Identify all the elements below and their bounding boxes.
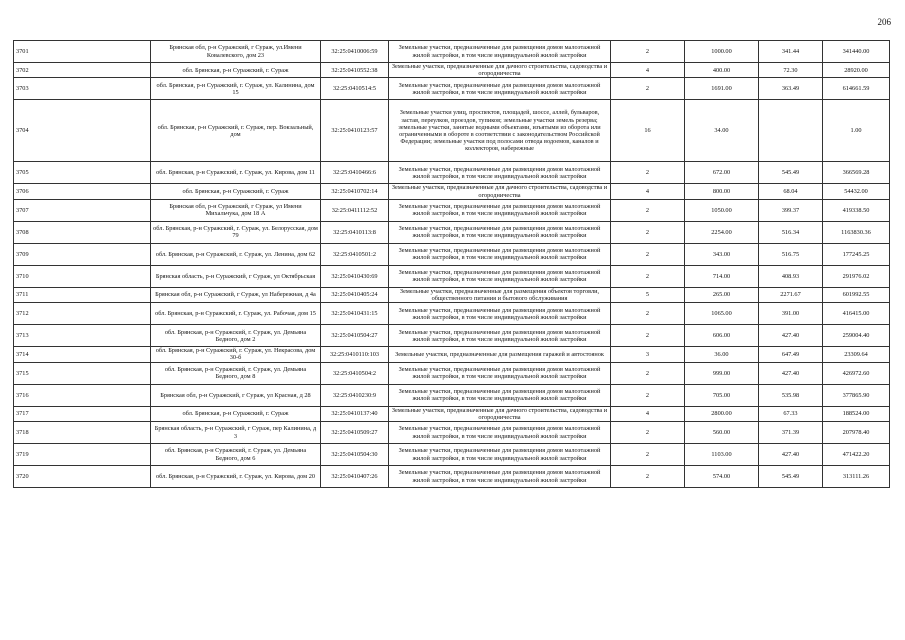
cadastral-number-cell: 32:25:0410431:15	[321, 303, 389, 325]
area-cell: 2800.00	[685, 406, 759, 421]
category-cell: 2	[611, 78, 685, 100]
unit-value-cell: 427.40	[759, 444, 823, 466]
cadastral-value-cell: 426972.60	[823, 362, 890, 384]
table-row	[14, 162, 890, 184]
cadastral-value-cell: 28920.00	[823, 63, 890, 78]
cadastral-value-cell: 416415.00	[823, 303, 890, 325]
land-use-cell: Земельные участки, предназначенные для размещения домов малоэтажной жилой застройки, в том числе индивидуальной жилой застройки	[389, 162, 611, 184]
category-cell: 2	[611, 221, 685, 243]
address-cell: Брянская обл, р-н Суражский, г Сураж, ул Набережная, д 4а	[151, 287, 321, 302]
land-use-cell: Земельные участки, предназначенные для размещения объектов торговли, общественного питания и бытового обслуживания	[389, 287, 611, 302]
area-cell: 999.00	[685, 362, 759, 384]
row-number: 3703	[14, 78, 151, 100]
category-cell: 4	[611, 63, 685, 78]
area-cell: 1000.00	[685, 41, 759, 63]
table-row	[14, 41, 890, 63]
cadastral-number-cell: 32:25:0410702:14	[321, 184, 389, 199]
category-cell: 2	[611, 265, 685, 287]
area-cell: 265.00	[685, 287, 759, 302]
area-cell: 2254.00	[685, 221, 759, 243]
cadastral-value-cell: 366569.28	[823, 162, 890, 184]
cadastral-value-cell: 1.00	[823, 100, 890, 162]
table-row	[14, 347, 890, 362]
unit-value-cell: 427.40	[759, 325, 823, 347]
row-number: 3718	[14, 422, 151, 444]
land-use-cell: Земельные участки улиц, проспектов, площадей, шоссе, аллей, бульваров, застав, переулков, проездов, тупиков; земельные участки земель резерва; земельные участки, занятые водными объектами, изъятыми из оборота или ограниченными в обороте в соответствии с законодательством Российской Федерации; земельные участки под полосами отвода водоемов, каналов и коллекторов, набережные	[389, 100, 611, 162]
table-row	[14, 243, 890, 265]
unit-value-cell: 68.04	[759, 184, 823, 199]
cadastral-number-cell: 32:25:0410552:38	[321, 63, 389, 78]
land-use-cell: Земельные участки, предназначенные для размещения домов малоэтажной жилой застройки, в том числе индивидуальной жилой застройки	[389, 422, 611, 444]
cadastral-value-cell: 377865.90	[823, 384, 890, 406]
unit-value-cell: 2271.67	[759, 287, 823, 302]
area-cell: 1103.00	[685, 444, 759, 466]
category-cell: 2	[611, 243, 685, 265]
area-cell: 714.00	[685, 265, 759, 287]
address-cell: обл. Брянская, р-н Суражский, г. Сураж, ул. Белорусская, дом 79	[151, 221, 321, 243]
cadastral-number-cell: 32:25:0411112:52	[321, 199, 389, 221]
category-cell: 2	[611, 422, 685, 444]
category-cell: 4	[611, 184, 685, 199]
table-row	[14, 362, 890, 384]
unit-value-cell: 408.93	[759, 265, 823, 287]
cadastral-value-cell: 54432.00	[823, 184, 890, 199]
address-cell: обл. Брянская, р-н Суражский, г. Сураж, ул. Кирова, дом 20	[151, 466, 321, 488]
area-cell: 34.00	[685, 100, 759, 162]
address-cell: обл. Брянская, р-н Суражский, г. Сураж, ул. Некрасова, дом 30-б	[151, 347, 321, 362]
row-number: 3702	[14, 63, 151, 78]
cadastral-number-cell: 32:25:0410405:24	[321, 287, 389, 302]
row-number: 3716	[14, 384, 151, 406]
unit-value-cell: 67.33	[759, 406, 823, 421]
category-cell: 2	[611, 41, 685, 63]
cadastral-value-cell: 291976.02	[823, 265, 890, 287]
area-cell: 672.00	[685, 162, 759, 184]
address-cell: обл. Брянская, р-н Суражский, г. Сураж, ул. Демьяна Бедного, дом 8	[151, 362, 321, 384]
cadastral-number-cell: 32:25:0410006:59	[321, 41, 389, 63]
cadastral-number-cell: 32:25:0410504:2	[321, 362, 389, 384]
table-row	[14, 422, 890, 444]
cadastral-value-cell: 601992.55	[823, 287, 890, 302]
category-cell: 2	[611, 384, 685, 406]
address-cell: Брянская обл, р-н Суражский, г Сураж, ул Имени Михальчука, дом 18 А	[151, 199, 321, 221]
area-cell: 343.00	[685, 243, 759, 265]
cadastral-number-cell: 32:25:0410123:57	[321, 100, 389, 162]
row-number: 3704	[14, 100, 151, 162]
cadastral-value-cell: 341440.00	[823, 41, 890, 63]
row-number: 3710	[14, 265, 151, 287]
area-cell: 606.00	[685, 325, 759, 347]
table-body	[14, 41, 890, 488]
land-use-cell: Земельные участки, предназначенные для размещения гаражей и автостоянок	[389, 347, 611, 362]
table-row	[14, 100, 890, 162]
unit-value-cell: 341.44	[759, 41, 823, 63]
row-number: 3711	[14, 287, 151, 302]
cadastral-value-cell: 259004.40	[823, 325, 890, 347]
unit-value-cell: 545.49	[759, 162, 823, 184]
row-number: 3709	[14, 243, 151, 265]
address-cell: Брянская область, р-н Суражский, г Сураж, пер Калинина, д 3	[151, 422, 321, 444]
table-row	[14, 184, 890, 199]
address-cell: обл. Брянская, р-н Суражский, г. Сураж, ул. Кирова, дом 11	[151, 162, 321, 184]
land-use-cell: Земельные участки, предназначенные для размещения домов малоэтажной жилой застройки, в том числе индивидуальной жилой застройки	[389, 384, 611, 406]
land-use-cell: Земельные участки, предназначенные для дачного строительства, садоводства и огородничества	[389, 184, 611, 199]
row-number: 3712	[14, 303, 151, 325]
area-cell: 400.00	[685, 63, 759, 78]
category-cell: 3	[611, 347, 685, 362]
cadastral-number-cell: 32:25:0410514:5	[321, 78, 389, 100]
row-number: 3707	[14, 199, 151, 221]
land-use-cell: Земельные участки, предназначенные для размещения домов малоэтажной жилой застройки, в том числе индивидуальной жилой застройки	[389, 221, 611, 243]
unit-value-cell: 72.30	[759, 63, 823, 78]
row-number: 3715	[14, 362, 151, 384]
row-number: 3720	[14, 466, 151, 488]
land-use-cell: Земельные участки, предназначенные для размещения домов малоэтажной жилой застройки, в том числе индивидуальной жилой застройки	[389, 199, 611, 221]
address-cell: обл. Брянская, р-н Суражский, г. Сураж, ул. Калинина, дом 15	[151, 78, 321, 100]
address-cell: обл. Брянская, р-н Суражский, г. Сураж, ул. Демьяна Бедного, дом 2	[151, 325, 321, 347]
unit-value-cell	[759, 100, 823, 162]
land-registry-table	[13, 40, 890, 488]
unit-value-cell: 516.34	[759, 221, 823, 243]
cadastral-number-cell: 32:25:0410504:30	[321, 444, 389, 466]
table-row	[14, 78, 890, 100]
cadastral-number-cell: 32:25:0410504:27	[321, 325, 389, 347]
cadastral-number-cell: 32:25:0410137:40	[321, 406, 389, 421]
area-cell: 36.00	[685, 347, 759, 362]
cadastral-number-cell: 32:25:0410501:2	[321, 243, 389, 265]
row-number: 3714	[14, 347, 151, 362]
row-number: 3717	[14, 406, 151, 421]
address-cell: Брянская область, р-н Суражский, г Сураж, ул Октябрьская	[151, 265, 321, 287]
unit-value-cell: 427.40	[759, 362, 823, 384]
land-use-cell: Земельные участки, предназначенные для размещения домов малоэтажной жилой застройки, в том числе индивидуальной жилой застройки	[389, 444, 611, 466]
land-use-cell: Земельные участки, предназначенные для размещения домов малоэтажной жилой застройки, в том числе индивидуальной жилой застройки	[389, 265, 611, 287]
area-cell: 800.00	[685, 184, 759, 199]
unit-value-cell: 647.49	[759, 347, 823, 362]
cadastral-number-cell: 32:25:0410230:9	[321, 384, 389, 406]
table-row	[14, 265, 890, 287]
category-cell: 2	[611, 466, 685, 488]
page-number: 206	[877, 17, 891, 27]
land-use-cell: Земельные участки, предназначенные для размещения домов малоэтажной жилой застройки, в том числе индивидуальной жилой застройки	[389, 325, 611, 347]
address-cell: обл. Брянская, р-н Суражский, г. Сураж	[151, 406, 321, 421]
table-row	[14, 444, 890, 466]
address-cell: обл. Брянская, р-н Суражский, г. Сураж, ул. Ленина, дом 62	[151, 243, 321, 265]
cadastral-value-cell: 471422.20	[823, 444, 890, 466]
table-row	[14, 406, 890, 421]
area-cell: 1691.00	[685, 78, 759, 100]
cadastral-value-cell: 177245.25	[823, 243, 890, 265]
unit-value-cell: 535.98	[759, 384, 823, 406]
unit-value-cell: 516.75	[759, 243, 823, 265]
cadastral-number-cell: 32:25:0410110:103	[321, 347, 389, 362]
unit-value-cell: 391.00	[759, 303, 823, 325]
address-cell: обл. Брянская, р-н Суражский, г. Сураж	[151, 184, 321, 199]
land-use-cell: Земельные участки, предназначенные для размещения домов малоэтажной жилой застройки, в том числе индивидуальной жилой застройки	[389, 466, 611, 488]
cadastral-value-cell: 313111.26	[823, 466, 890, 488]
area-cell: 1065.00	[685, 303, 759, 325]
land-use-cell: Земельные участки, предназначенные для размещения домов малоэтажной жилой застройки, в том числе индивидуальной жилой застройки	[389, 78, 611, 100]
land-use-cell: Земельные участки, предназначенные для дачного строительства, садоводства и огородничества	[389, 63, 611, 78]
unit-value-cell: 399.37	[759, 199, 823, 221]
area-cell: 560.00	[685, 422, 759, 444]
cadastral-value-cell: 188524.00	[823, 406, 890, 421]
category-cell: 2	[611, 162, 685, 184]
cadastral-value-cell: 614661.59	[823, 78, 890, 100]
land-use-cell: Земельные участки, предназначенные для размещения домов малоэтажной жилой застройки, в том числе индивидуальной жилой застройки	[389, 362, 611, 384]
category-cell: 4	[611, 406, 685, 421]
row-number: 3706	[14, 184, 151, 199]
category-cell: 5	[611, 287, 685, 302]
table-row	[14, 287, 890, 302]
land-use-cell: Земельные участки, предназначенные для размещения домов малоэтажной жилой застройки, в том числе индивидуальной жилой застройки	[389, 243, 611, 265]
cadastral-number-cell: 32:25:0410113:8	[321, 221, 389, 243]
area-cell: 574.00	[685, 466, 759, 488]
cadastral-number-cell: 32:25:0410466:6	[321, 162, 389, 184]
cadastral-value-cell: 1163830.36	[823, 221, 890, 243]
address-cell: обл. Брянская, р-н Суражский, г. Сураж	[151, 63, 321, 78]
cadastral-number-cell: 32:25:0410430:69	[321, 265, 389, 287]
table-row	[14, 325, 890, 347]
table-row	[14, 199, 890, 221]
cadastral-value-cell: 419338.50	[823, 199, 890, 221]
cadastral-number-cell: 32:25:0410407:26	[321, 466, 389, 488]
cadastral-value-cell: 207978.40	[823, 422, 890, 444]
cadastral-value-cell: 23309.64	[823, 347, 890, 362]
land-use-cell: Земельные участки, предназначенные для размещения домов малоэтажной жилой застройки, в том числе индивидуальной жилой застройки	[389, 41, 611, 63]
address-cell: обл. Брянская, р-н Суражский, г. Сураж, пер. Вокзальный, дом	[151, 100, 321, 162]
table-row	[14, 384, 890, 406]
table-row	[14, 221, 890, 243]
unit-value-cell: 363.49	[759, 78, 823, 100]
cadastral-number-cell: 32:25:0410509:27	[321, 422, 389, 444]
unit-value-cell: 545.49	[759, 466, 823, 488]
table-row	[14, 63, 890, 78]
address-cell: обл. Брянская, р-н Суражский, г. Сураж, ул. Рабочая, дом 15	[151, 303, 321, 325]
area-cell: 1050.00	[685, 199, 759, 221]
table-row	[14, 466, 890, 488]
area-cell: 705.00	[685, 384, 759, 406]
category-cell: 2	[611, 444, 685, 466]
unit-value-cell: 371.39	[759, 422, 823, 444]
row-number: 3701	[14, 41, 151, 63]
address-cell: Брянская обл, р-н Суражский, г Сураж, ул Красная, д 28	[151, 384, 321, 406]
row-number: 3705	[14, 162, 151, 184]
address-cell: обл. Брянская, р-н Суражский, г. Сураж, ул. Демьяна Бедного, дом 6	[151, 444, 321, 466]
category-cell: 16	[611, 100, 685, 162]
category-cell: 2	[611, 325, 685, 347]
land-use-cell: Земельные участки, предназначенные для размещения домов малоэтажной жилой застройки, в том числе индивидуальной жилой застройки	[389, 303, 611, 325]
row-number: 3708	[14, 221, 151, 243]
table-row	[14, 303, 890, 325]
category-cell: 2	[611, 199, 685, 221]
row-number: 3713	[14, 325, 151, 347]
category-cell: 2	[611, 362, 685, 384]
category-cell: 2	[611, 303, 685, 325]
land-use-cell: Земельные участки, предназначенные для дачного строительства, садоводства и огородничества	[389, 406, 611, 421]
address-cell: Брянская обл, р-н Суражский, г Сураж, ул.Имени Ковалевского, дом 23	[151, 41, 321, 63]
row-number: 3719	[14, 444, 151, 466]
